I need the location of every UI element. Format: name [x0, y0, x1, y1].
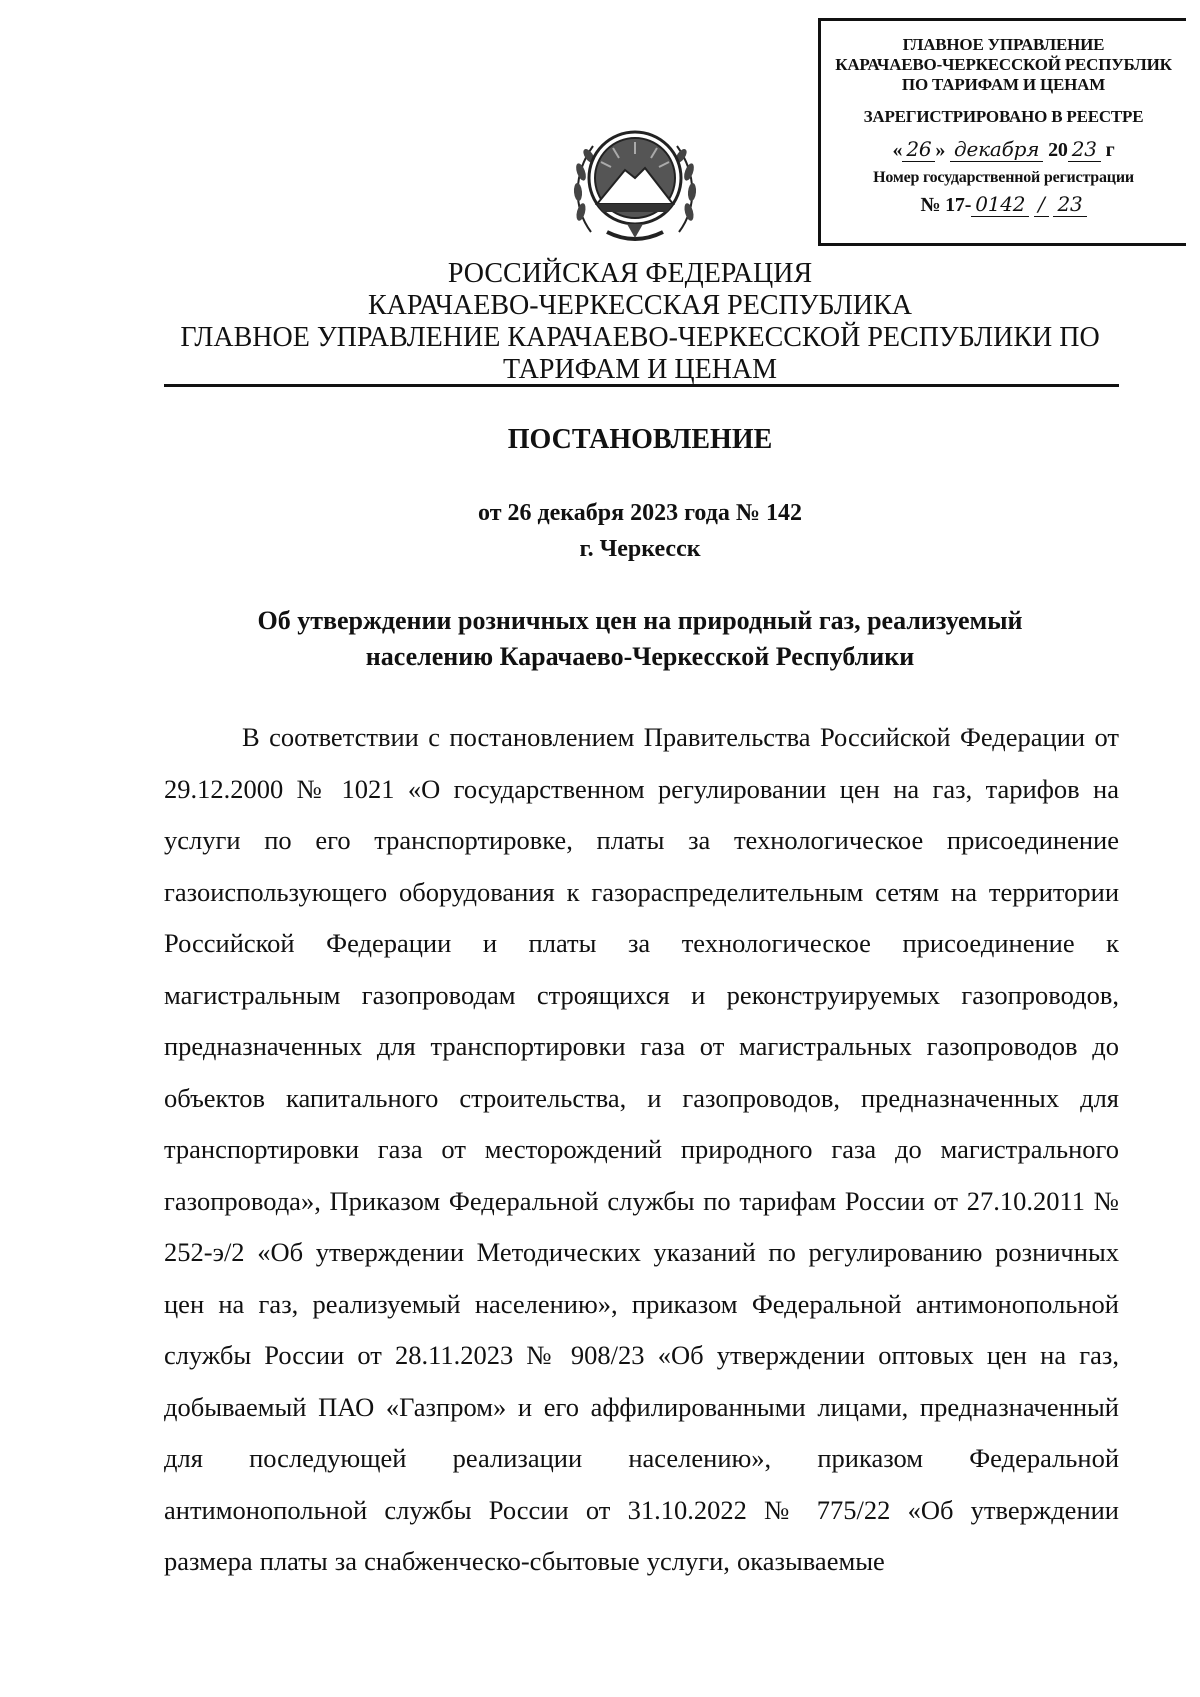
document-subject [160, 603, 1120, 675]
document-date: от 26 декабря 2023 года № 142 [478, 500, 802, 526]
stamp-number-sep: / [1034, 192, 1049, 217]
stamp-org-line2: КАРАЧАЕВО-ЧЕРКЕССКОЙ РЕСПУБЛИК [835, 55, 1172, 74]
stamp-registered: ЗАРЕГИСТРИРОВАНО В РЕЕСТРЕ [863, 107, 1144, 126]
stamp-date-month: декабря [950, 137, 1043, 162]
header-line-4: ТАРИФАМ И ЦЕНАМ [502, 354, 778, 385]
stamp-date [821, 137, 1186, 162]
stamp-number-prefix: № 17- [920, 194, 972, 216]
subject-line-1: Об утверждении розничных цен на природный газ, реализуемый [257, 606, 1023, 635]
stamp-date-year-prefix: 20 [1048, 139, 1068, 161]
document-title: ПОСТАНОВЛЕНИЕ [507, 424, 773, 455]
registration-stamp [818, 18, 1186, 246]
header-line-1: РОССИЙСКАЯ ФЕДЕРАЦИЯ [447, 258, 813, 289]
stamp-org-line3: ПО ТАРИФАМ И ЦЕНАМ [901, 75, 1106, 94]
stamp-date-end: г [1105, 139, 1115, 161]
stamp-date-day: 26 [902, 137, 935, 162]
document-body: В соответствии с постановлением Правительства Российской Федерации от 29.12.2000 № 1021 «О государственном регулировании цен на газ, тарифов на услуги по его транспортировке, платы за технологическое присоединение газоиспользующего оборудования к газораспределительным сетям на территории Российской Федерации и платы за технологическое присоединение к магистральным газопроводам строящихся и реконструируемых газопроводов, предназначенных для транспортировки газа от магистральных газопроводов до объектов капитального строительства, и газопроводов, предназначенных для транспортировки газа от месторождений природного газа до магистрального газопровода», Приказом Федеральной службы по тарифам России от 27.10.2011 № 252-э/2 «Об утверждении Методических указаний по регулированию розничных цен на газ, реализуемый населению», приказом Федеральной антимонопольной службы России от 28.11.2023 № 908/23 «Об утверждении оптовых цен на газ, добываемый ПАО «Газпром» и его аффилированными лицами, предназначенный для последующей реализации населению», приказом Федеральной антимонопольной службы России от 31.10.2022 № 775/22 «Об утверждении размера платы за снабженческо-сбытовые услуги, оказываемые [164, 722, 1119, 1576]
stamp-number [821, 192, 1186, 217]
coat-of-arms-icon [567, 112, 703, 256]
stamp-number-part2: 23 [1053, 192, 1086, 217]
stamp-number-part1: 0142 [971, 192, 1029, 217]
stamp-org-line1: ГЛАВНОЕ УПРАВЛЕНИЕ [902, 35, 1105, 54]
stamp-number-label: Номер государственной регистрации [873, 169, 1134, 186]
stamp-date-mid: » [935, 139, 946, 161]
stamp-date-open: « [892, 139, 903, 161]
stamp-date-year-suffix: 23 [1068, 137, 1101, 162]
header-line-3: ГЛАВНОЕ УПРАВЛЕНИЕ КАРАЧАЕВО-ЧЕРКЕССКОЙ РЕСПУБЛИКИ ПО [180, 322, 1100, 353]
subject-line-2: населению Карачаево-Черкесской Республики [365, 642, 915, 671]
header-line-2: КАРАЧАЕВО-ЧЕРКЕССКАЯ РЕСПУБЛИКА [367, 290, 913, 321]
document-city: г. Черкесск [579, 536, 701, 562]
header-divider [164, 384, 1119, 387]
